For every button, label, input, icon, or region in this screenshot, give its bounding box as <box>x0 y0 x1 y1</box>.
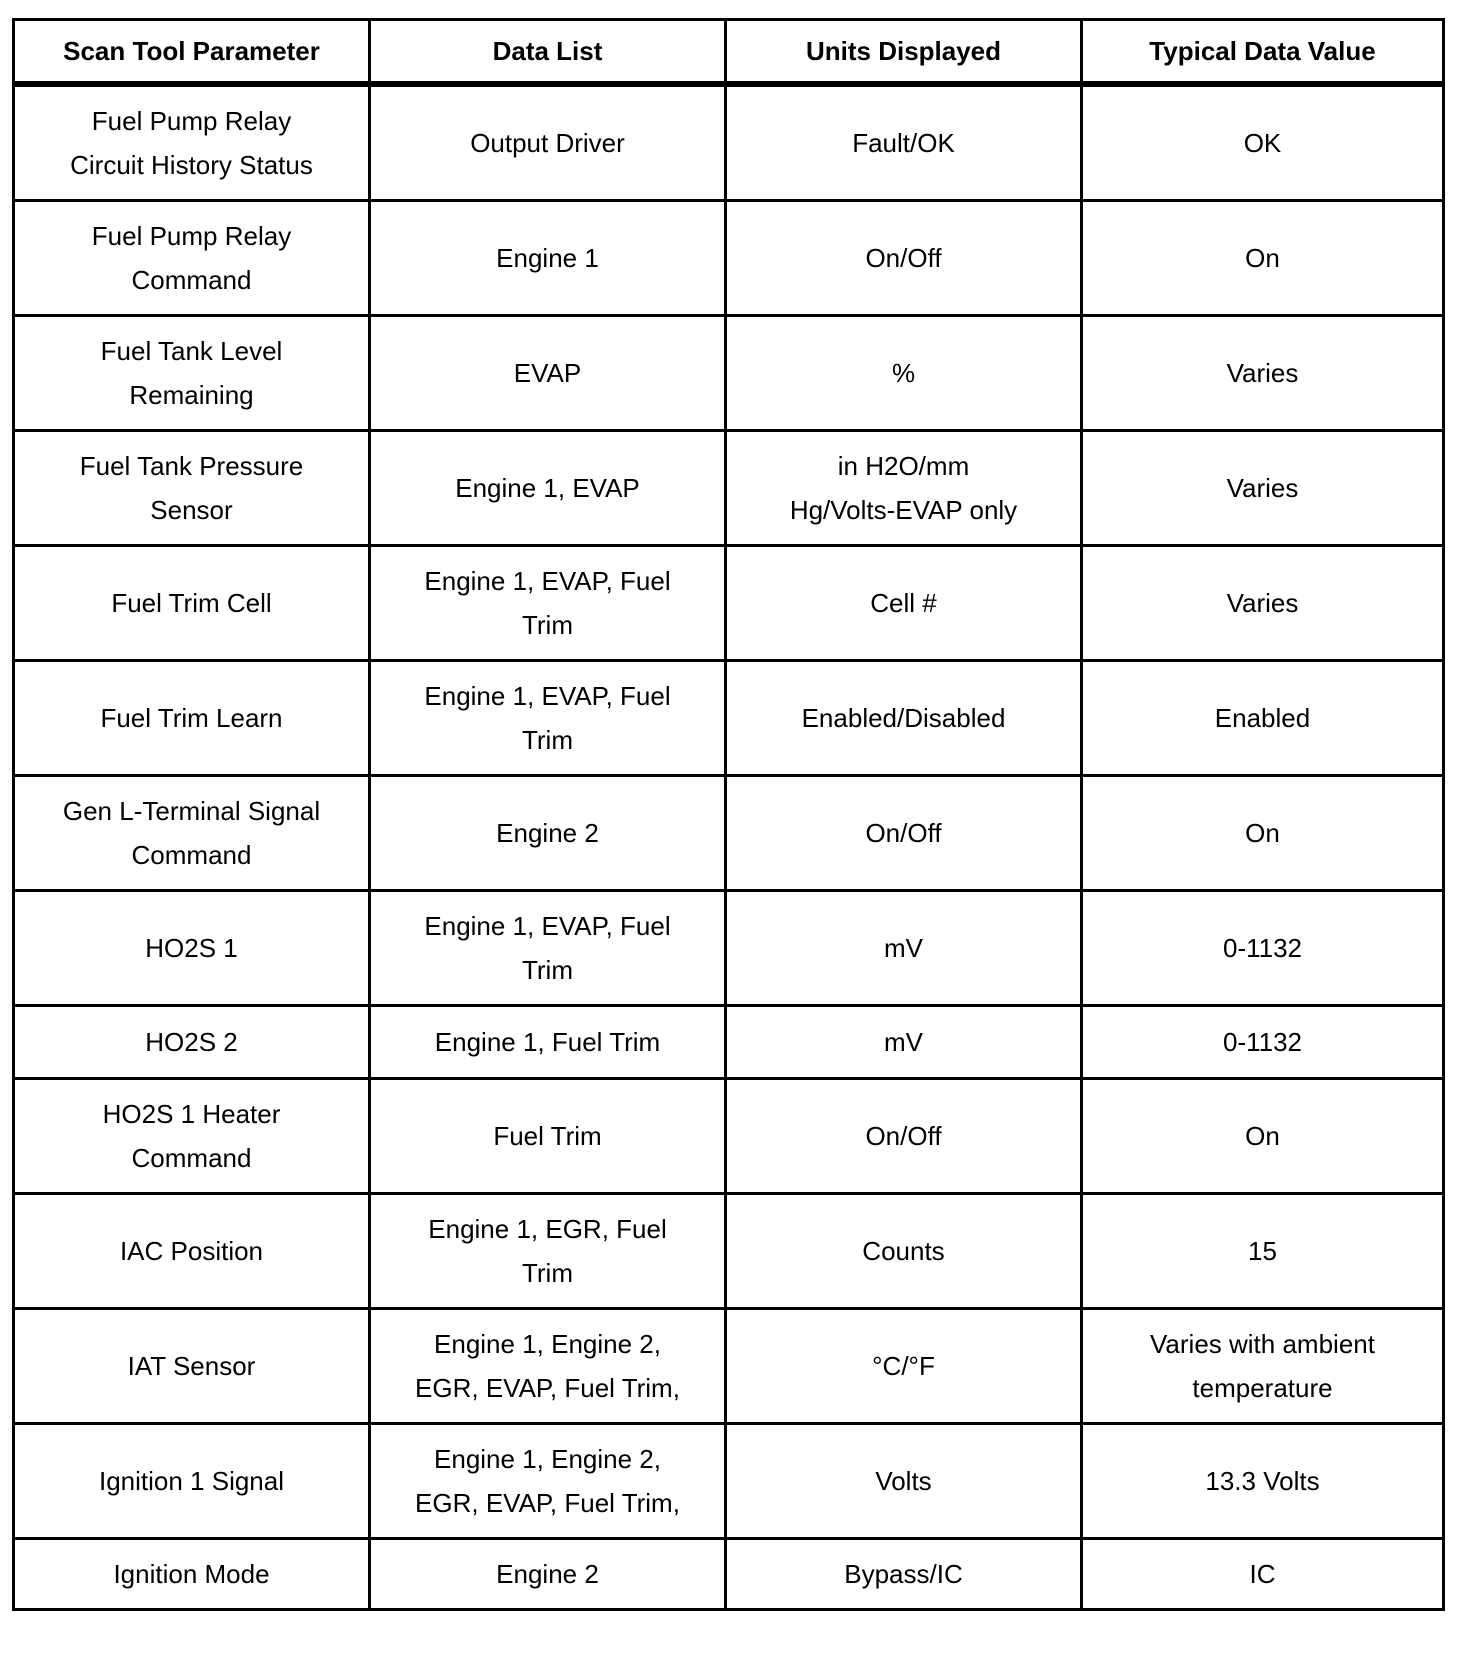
cell-typical-value: 0-1132 <box>1082 1006 1444 1079</box>
table-row <box>14 201 1444 316</box>
table-row <box>14 1079 1444 1194</box>
cell-data-list: Engine 1 <box>370 201 726 316</box>
cell-units: Volts <box>726 1424 1082 1539</box>
scan-tool-parameter-table <box>12 18 1445 1611</box>
cell-parameter: Fuel Tank Pressure Sensor <box>14 431 370 546</box>
cell-units: % <box>726 316 1082 431</box>
cell-typical-value: On <box>1082 201 1444 316</box>
cell-typical-value: Varies <box>1082 316 1444 431</box>
cell-data-list: Output Driver <box>370 84 726 201</box>
cell-units: Bypass/IC <box>726 1539 1082 1610</box>
cell-typical-value: 13.3 Volts <box>1082 1424 1444 1539</box>
cell-data-list: Engine 1, EVAP <box>370 431 726 546</box>
table-row <box>14 84 1444 201</box>
table-row <box>14 431 1444 546</box>
cell-typical-value: Varies <box>1082 546 1444 661</box>
table-row <box>14 776 1444 891</box>
cell-typical-value: Enabled <box>1082 661 1444 776</box>
cell-typical-value: OK <box>1082 84 1444 201</box>
table-row <box>14 546 1444 661</box>
cell-data-list: Engine 1, Fuel Trim <box>370 1006 726 1079</box>
table-row <box>14 891 1444 1006</box>
header-units-displayed: Units Displayed <box>726 20 1082 85</box>
cell-parameter: IAT Sensor <box>14 1309 370 1424</box>
cell-data-list: Engine 1, EVAP, Fuel Trim <box>370 546 726 661</box>
cell-data-list: Engine 2 <box>370 776 726 891</box>
table-row <box>14 1424 1444 1539</box>
cell-parameter: Ignition Mode <box>14 1539 370 1610</box>
cell-parameter: Fuel Pump Relay Command <box>14 201 370 316</box>
cell-data-list: Engine 1, EVAP, Fuel Trim <box>370 891 726 1006</box>
cell-parameter: Fuel Trim Cell <box>14 546 370 661</box>
cell-typical-value: 0-1132 <box>1082 891 1444 1006</box>
cell-units: Cell # <box>726 546 1082 661</box>
cell-units: mV <box>726 1006 1082 1079</box>
cell-typical-value: Varies <box>1082 431 1444 546</box>
cell-parameter: Fuel Trim Learn <box>14 661 370 776</box>
cell-parameter: HO2S 1 <box>14 891 370 1006</box>
table-body <box>14 84 1444 1610</box>
table-row <box>14 661 1444 776</box>
cell-units: On/Off <box>726 776 1082 891</box>
table-header <box>14 20 1444 85</box>
cell-data-list: Engine 1, Engine 2, EGR, EVAP, Fuel Trim, <box>370 1309 726 1424</box>
cell-units: °C/°F <box>726 1309 1082 1424</box>
cell-typical-value: On <box>1082 1079 1444 1194</box>
cell-typical-value: IC <box>1082 1539 1444 1610</box>
cell-data-list: EVAP <box>370 316 726 431</box>
cell-parameter: HO2S 2 <box>14 1006 370 1079</box>
table-row <box>14 1006 1444 1079</box>
cell-typical-value: Varies with ambient temperature <box>1082 1309 1444 1424</box>
header-row <box>14 20 1444 85</box>
cell-units: On/Off <box>726 1079 1082 1194</box>
cell-units: Fault/OK <box>726 84 1082 201</box>
table-row <box>14 1194 1444 1309</box>
cell-parameter: Fuel Tank Level Remaining <box>14 316 370 431</box>
cell-parameter: Ignition 1 Signal <box>14 1424 370 1539</box>
cell-units: mV <box>726 891 1082 1006</box>
cell-units: On/Off <box>726 201 1082 316</box>
table-row <box>14 1539 1444 1610</box>
cell-parameter: HO2S 1 Heater Command <box>14 1079 370 1194</box>
cell-units: Counts <box>726 1194 1082 1309</box>
cell-data-list: Engine 1, EGR, Fuel Trim <box>370 1194 726 1309</box>
cell-parameter: Gen L-Terminal Signal Command <box>14 776 370 891</box>
cell-parameter: Fuel Pump Relay Circuit History Status <box>14 84 370 201</box>
cell-data-list: Engine 1, Engine 2, EGR, EVAP, Fuel Trim, <box>370 1424 726 1539</box>
cell-typical-value: 15 <box>1082 1194 1444 1309</box>
cell-units: in H2O/mm Hg/Volts-EVAP only <box>726 431 1082 546</box>
cell-data-list: Engine 2 <box>370 1539 726 1610</box>
header-scan-tool-parameter: Scan Tool Parameter <box>14 20 370 85</box>
table-row <box>14 316 1444 431</box>
header-data-list: Data List <box>370 20 726 85</box>
cell-data-list: Fuel Trim <box>370 1079 726 1194</box>
header-typical-data-value: Typical Data Value <box>1082 20 1444 85</box>
cell-data-list: Engine 1, EVAP, Fuel Trim <box>370 661 726 776</box>
cell-parameter: IAC Position <box>14 1194 370 1309</box>
cell-units: Enabled/Disabled <box>726 661 1082 776</box>
cell-typical-value: On <box>1082 776 1444 891</box>
table-row <box>14 1309 1444 1424</box>
